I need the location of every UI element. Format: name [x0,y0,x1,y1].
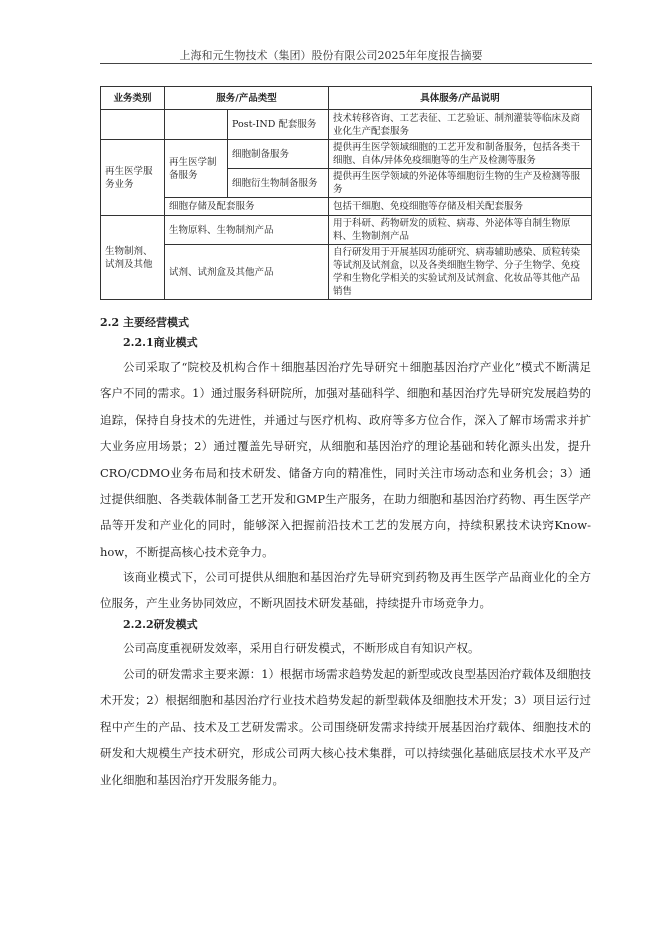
paragraph-rd-efficiency: 公司高度重视研发效率，采用自行研发模式，不断形成自有知识产权。 [123,641,480,655]
table-cell: 试剂、试剂盒及其他产品 [165,245,329,300]
section-title: 研发模式 [153,618,198,631]
business-table [100,86,592,300]
table-cell: 细胞存储及配套服务 [165,198,329,216]
section-title: 商业模式 [153,336,198,349]
table-cell: 提供再生医学领域的外泌体等细胞衍生物的生产及检测等服务 [329,169,592,198]
table-cell: Post-IND 配套服务 [228,110,329,140]
paragraph-rd-sources: 公司的研发需求主要来源：1）根据市场需求趋势发起的新型或改良型基因治疗载体及细胞技术开发；2）根据细胞和基因治疗行业技术趋势发起的新型载体及细胞技术开发；3）项目运行过程中产生的产品、技术及工艺研发需求。公司围绕研发需求持续开展基因治疗载体、细胞技术的研发和大规模生产技术研究，形成公司两大核心技术集群，可以持续强化基础底层技术水平及产业化细胞和基因治疗开发服务能力。 [100,667,591,787]
table-cell: 包括干细胞、免疫细胞等存储及相关配套服务 [329,198,592,216]
table-row [101,216,592,245]
table-cell: 生物制剂、试剂及其他 [101,216,165,300]
table-header-cell: 具体服务/产品说明 [329,87,592,110]
section-title: 主要经营模式 [122,316,189,329]
table-row [101,140,592,169]
paragraph-business-model: 公司采取了“院校及机构合作＋细胞基因治疗先导研究＋细胞基因治疗产业化”模式不断满足客户不同的需求。1）通过服务科研院所，加强对基础科学、细胞和基因治疗先导研究发展趋势的追踪，保持自身技术的先进性，并通过与医疗机构、政府等多方位合作，深入了解市场需求并扩大业务应用场景；2）通过覆盖先导研究，从细胞和基因治疗的理论基础和转化源头出发，提升CRO/CDMO业务布局和技术研发、储备方向的精准性，同时关注市场动态和业务机会；3）通过提供细胞、各类载体制备工艺开发和GMP生产服务，在助力细胞和基因治疗药物、再生医学产品等开发和产业化的同时，能够深入把握前沿技术工艺的发展方向，持续积累技术诀窍Know-how，不断提高核心技术竞争力。 [100,360,591,559]
table-cell: 生物原料、生物制剂产品 [165,216,329,245]
section-number: 2.2.1 [123,336,154,349]
table-cell: 再生医学服务业务 [101,140,165,216]
section-heading-2-2 [100,314,189,330]
section-heading-2-2-2 [123,616,198,632]
table-cell: 自行研发用于开展基因功能研究、病毒辅助感染、质粒转染等试剂及试剂盒，以及各类细胞生物学、分子生物学、免疫学和生物化学相关的实验试剂及试剂盒、化妆品等其他产品销售 [329,245,592,300]
table-cell: 再生医学制备服务 [165,140,228,198]
section-heading-2-2-1 [123,334,198,350]
table-header-row [101,87,592,110]
section-number: 2.2.2 [123,618,154,631]
table-cell [101,110,165,140]
table-cell: 提供再生医学领域细胞的工艺开发和制备服务，包括各类干细胞、自体/异体免疫细胞等的生产及检测等服务 [329,140,592,169]
page-header: 上海和元生物技术（集团）股份有限公司2025年年度报告摘要 [179,49,483,62]
table-header-cell: 业务类别 [101,87,165,110]
table-row [101,110,592,140]
paragraph-business-summary: 该商业模式下，公司可提供从细胞和基因治疗先导研究到药物及再生医学产品商业化的全方位服务，产生业务协同效应，不断巩固技术研发基础，持续提升市场竞争力。 [100,570,591,611]
table-cell: 细胞制备服务 [228,140,329,169]
table-header-cell: 服务/产品类型 [165,87,329,110]
header-rule [100,63,592,64]
table-row [101,198,592,216]
table-cell [165,110,228,140]
table-row [101,245,592,300]
section-number: 2.2 [100,316,120,329]
table-cell: 细胞衍生物制备服务 [228,169,329,198]
table-cell: 用于科研、药物研发的质粒、病毒、外泌体等自制生物原料、生物制剂产品 [329,216,592,245]
table-cell: 技术转移咨询、工艺表征、工艺验证、制剂灌装等临床及商业化生产配套服务 [329,110,592,140]
